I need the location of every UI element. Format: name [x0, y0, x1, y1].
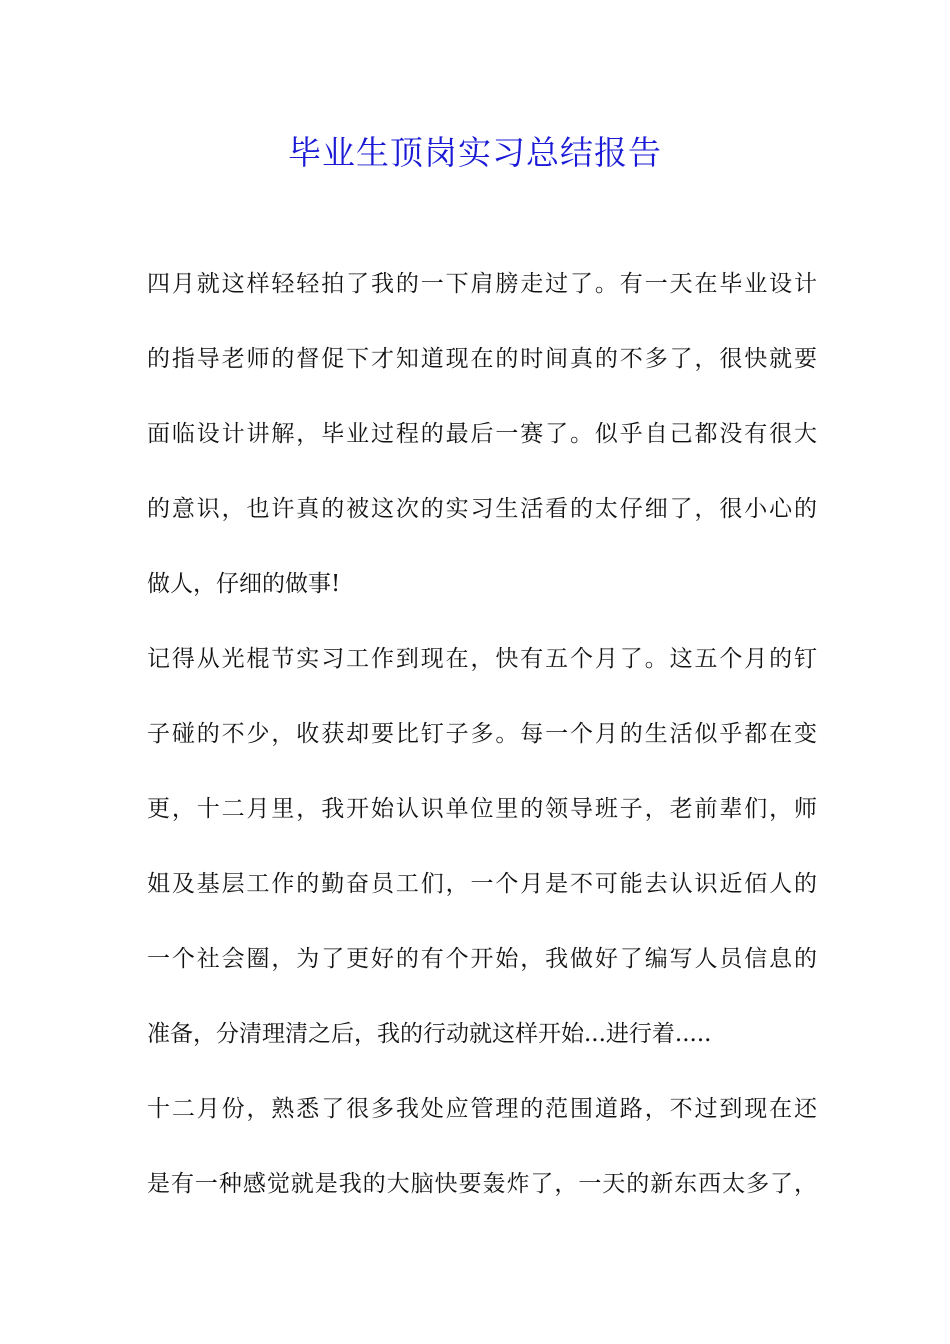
paragraph-line-6: 记得从光棍节实习工作到现在，快有五个月了。这五个月的钉 [147, 646, 817, 672]
paragraph-line-4: 的意识，也许真的被这次的实习生活看的太仔细了，很小心的 [147, 496, 817, 522]
paragraph-line-5: 做人，仔细的做事! [147, 571, 341, 597]
paragraph-line-9: 姐及基层工作的勤奋员工们，一个月是不可能去认识近佰人的 [147, 871, 817, 897]
paragraph-line-7: 子碰的不少，收获却要比钉子多。每一个月的生活似乎都在变 [147, 721, 817, 747]
paragraph-line-1: 四月就这样轻轻拍了我的一下肩膀走过了。有一天在毕业设计 [147, 271, 817, 297]
paragraph-line-3: 面临设计讲解，毕业过程的最后一赛了。似乎自己都没有很大 [147, 421, 817, 447]
paragraph-line-2: 的指导老师的督促下才知道现在的时间真的不多了，很快就要 [147, 346, 817, 372]
paragraph-line-8: 更，十二月里，我开始认识单位里的领导班子，老前辈们，师 [147, 796, 817, 822]
paragraph-line-11: 准备，分清理清之后，我的行动就这样开始...进行着..... [147, 1021, 712, 1047]
paragraph-line-10: 一个社会圈，为了更好的有个开始，我做好了编写人员信息的 [147, 946, 817, 972]
paragraph-line-13: 是有一种感觉就是我的大脑快要轰炸了，一天的新东西太多了， [147, 1171, 817, 1197]
paragraph-line-12: 十二月份，熟悉了很多我处应管理的范围道路，不过到现在还 [147, 1096, 817, 1122]
document-title: 毕业生顶岗实习总结报告 [288, 133, 662, 172]
